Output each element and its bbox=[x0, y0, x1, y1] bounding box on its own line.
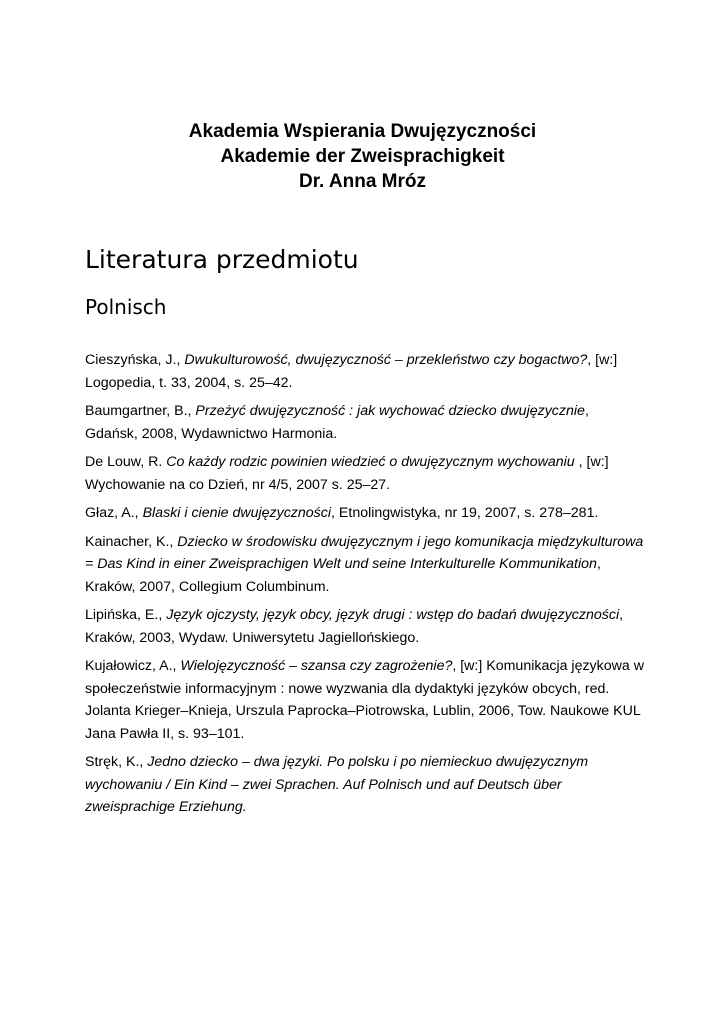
bibliography-entry bbox=[85, 451, 645, 496]
bibliography-entry bbox=[85, 655, 645, 745]
entry-details: , Kraków, 2003, Wydaw. Uniwersytetu Jagiellońskiego. bbox=[85, 607, 624, 646]
entry-title: Blaski i cienie dwujęzyczności bbox=[142, 505, 332, 521]
entry-author: Kujałowicz, A., bbox=[85, 658, 181, 674]
bibliography-list bbox=[85, 349, 645, 825]
entry-author: Cieszyńska, J., bbox=[85, 352, 185, 368]
entry-details: , Gdańsk, 2008, Wydawnictwo Harmonia. bbox=[85, 403, 589, 442]
entry-details: , [w:] Komunikacja językowa w społeczeństwie informacyjnym : nowe wyzwania dla dydaktyki języków obcych, red. Jolanta Krieger–Knieja, Urszula Paprocka–Piotrowska, Lublin, 2006, Tow. Naukowe KUL Jana Pawła II, s. 93–101. bbox=[85, 658, 644, 742]
entry-title: Wielojęzyczność – szansa czy zagrożenie? bbox=[180, 658, 453, 674]
bibliography-entry bbox=[85, 349, 645, 394]
bibliography-entry bbox=[85, 751, 645, 819]
entry-author: Baumgartner, B., bbox=[85, 403, 196, 419]
bibliography-entry bbox=[85, 604, 645, 649]
institution-name-polish: Akademia Wspierania Dwujęzyczności bbox=[188, 121, 537, 142]
entry-details: , [w:] Wychowanie na co Dzień, nr 4/5, 2007 s. 25–27. bbox=[85, 454, 609, 493]
entry-details: , [w:] Logopedia, t. 33, 2004, s. 25–42. bbox=[85, 352, 618, 391]
entry-title: Jedno dziecko – dwa języki. Po polsku i po niemieckuo dwujęzycznym wychowaniu / Ein Kind – zwei Sprachen. Auf Polnisch und auf Deutsch über zweisprachige Erziehung. bbox=[85, 754, 589, 815]
page-title: Literatura przedmiotu bbox=[85, 245, 359, 274]
author-name: Dr. Anna Mróz bbox=[298, 171, 427, 192]
entry-title: Przeżyć dwujęzyczność : jak wychować dziecko dwujęzycznie bbox=[195, 403, 585, 419]
bibliography-entry bbox=[85, 531, 645, 599]
entry-author: De Louw, R. bbox=[85, 454, 167, 470]
entry-author: Kainacher, K., bbox=[85, 533, 178, 550]
entry-title: Dwukulturowość, dwujęzyczność – przekleństwo czy bogactwo? bbox=[184, 352, 588, 368]
bibliography-entry bbox=[85, 502, 645, 525]
institution-name-german: Akademie der Zweisprachigkeit bbox=[220, 146, 505, 167]
entry-details: , Etnolingwistyka, nr 19, 2007, s. 278–281. bbox=[331, 505, 599, 521]
entry-title: Co każdy rodzic powinien wiedzieć o dwujęzycznym wychowaniu bbox=[166, 454, 575, 470]
document-header bbox=[0, 119, 725, 194]
entry-title: Język ojczysty, język obcy, język drugi : wstęp do badań dwujęzyczności bbox=[166, 607, 620, 623]
bibliography-entry bbox=[85, 400, 645, 445]
entry-author: Głaz, A., bbox=[85, 505, 143, 521]
entry-details: , Kraków, 2007, Collegium Columbinum. bbox=[85, 556, 601, 595]
entry-author: Lipińska, E., bbox=[85, 607, 167, 623]
section-title: Polnisch bbox=[85, 295, 167, 319]
entry-title: Dziecko w środowisku dwujęzycznym i jego komunikacja międzykulturowa = Das Kind in einer Zweisprachigen Welt und seine Interkulturelle Kommunikation bbox=[85, 533, 644, 572]
entry-author: Stręk, K., bbox=[85, 754, 148, 770]
